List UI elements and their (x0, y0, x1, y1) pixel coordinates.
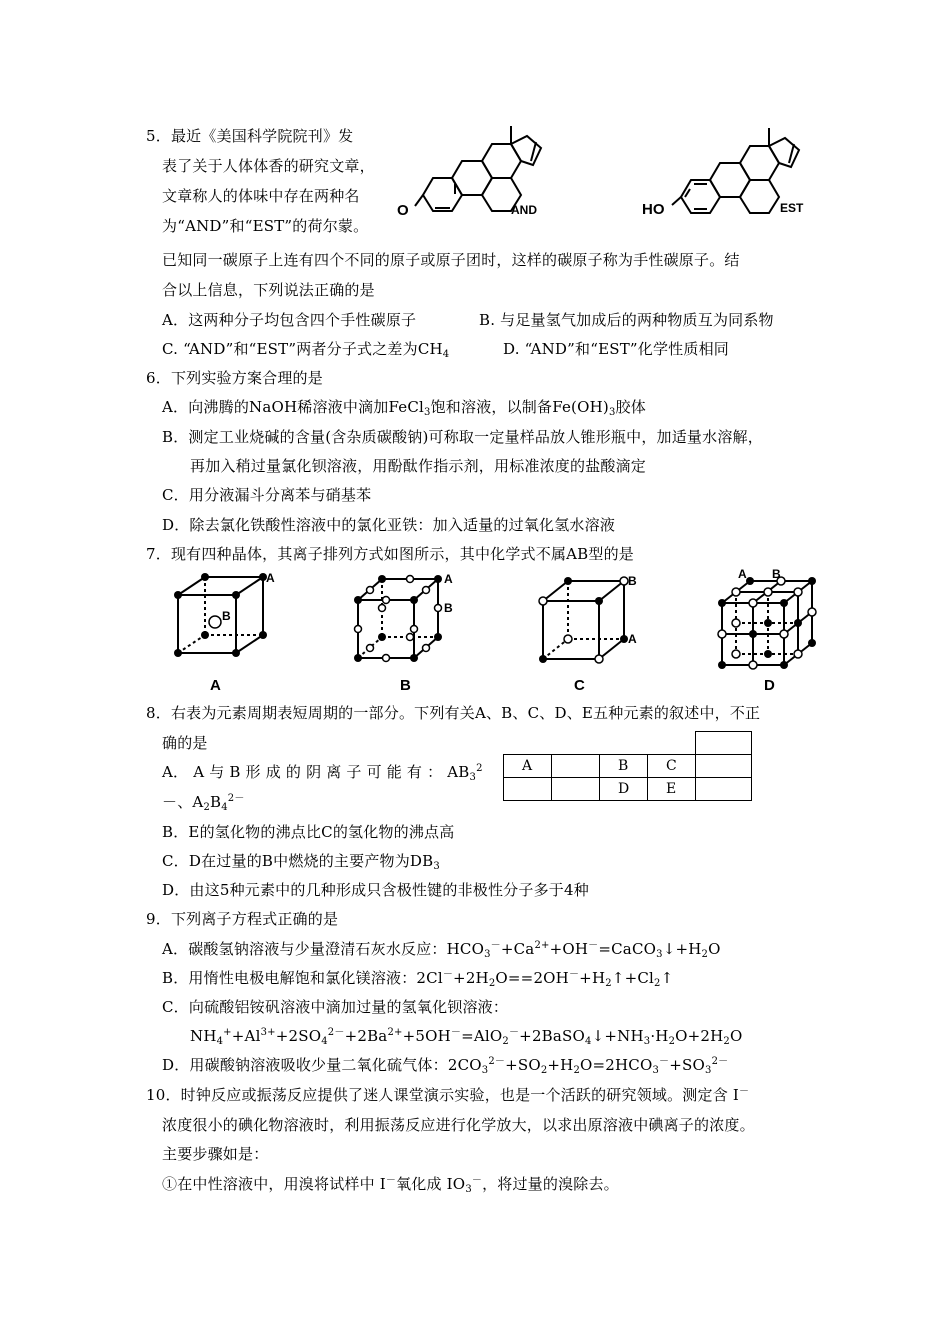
molecule-est-hydroxyl: HO (642, 201, 665, 218)
q6-option-a: A．向沸腾的NaOH稀溶液中滴加FeCl$_3$饱和溶液，以制备$Fe(OH)_3$胶体 (162, 398, 646, 418)
q5-line-5: 已知同一碳原子上连有四个不同的原子或原子团时，这样的碳原子称为手性碳原子。结 (162, 251, 740, 269)
q8-option-a-line-1: A． A 与 B 形 成 的 阴 离 子 可 能 有 ： $AB_3^2$ (162, 763, 483, 783)
molecule-and-structure (395, 118, 555, 226)
q5-line-6: 合以上信息，下列说法正确的是 (162, 281, 375, 299)
q7-stem: 7．现有四种晶体，其离子排列方式如图所示，其中化学式不属AB型的是 (146, 545, 635, 563)
pt-cell-d: D (600, 778, 648, 801)
q9-option-b: B．用惰性电极电解饱和氯化镁溶液：$2Cl^-+2H_2O==2OH^-+H_2↑+Cl_2↑$ (162, 969, 674, 989)
q6-option-b-line-2: 再加入稍过量氯化钡溶液，用酚酞作指示剂，用标准浓度的盐酸滴定 (190, 457, 647, 475)
pt-cell-c: C (648, 755, 696, 778)
cube-d-label-a: A (738, 567, 747, 581)
pt-cell-b: B (600, 755, 648, 778)
cube-b-label-a: A (444, 572, 453, 586)
cube-d-label-b: B (772, 567, 781, 581)
pt-cell-e: E (648, 778, 696, 801)
q10-line-1: 10．时钟反应或振荡反应提供了迷人课堂演示实验，也是一个活跃的研究领域。测定含 I－ (146, 1086, 750, 1104)
q10-line-3: 主要步骤如是： (162, 1145, 269, 1163)
q10-step-1: ①在中性溶液中，用溴将试样中 I－氧化成 $IO_3^-$，将过量的溴除去。 (162, 1175, 619, 1195)
q9-option-d: D．用碳酸钠溶液吸收少量二氧化硫气体：$2CO_3^{2-}+SO_2+H_2O=2HCO_3^-+SO_3^{2-}$ (162, 1056, 729, 1076)
q9-option-c-equation: $NH_4^++Al^{3+}+2SO_4^{2-}+2Ba^{2+}+5OH^-=AlO_2^-+2BaSO_4↓+NH_3\cdot H_2O+2H_2O$ (190, 1027, 743, 1047)
pt-cell-empty (696, 755, 752, 778)
pt-top-right-cell (696, 732, 752, 755)
q6-stem: 6．下列实验方案合理的是 (146, 369, 323, 387)
q9-option-c: C．向硫酸铝铵矾溶液中滴加过量的氢氧化钡溶液： (162, 998, 509, 1016)
q5-option-c: C. “AND”和“EST”两者分子式之差为$CH_4$ (162, 340, 450, 360)
q10-line-2: 浓度很小的碘化物溶液时，利用振荡反应进行化学放大，以求出原溶液中碘离子的浓度。 (162, 1116, 755, 1134)
pt-cell-empty (552, 755, 600, 778)
q9-stem: 9．下列离子方程式正确的是 (146, 910, 339, 928)
q9-option-a: A．碳酸氢钠溶液与少量澄清石灰水反应：$HCO_3^-+Ca^{2+}+OH^-=CaCO_3↓+H_2O$ (162, 940, 721, 960)
molecule-est-structure (640, 120, 815, 226)
cube-c-label-b: A (628, 632, 637, 646)
cube-a-label-a: A (266, 571, 275, 585)
pt-cell-empty (696, 778, 752, 801)
cube-b-label-b: B (444, 601, 453, 615)
q5-line-2: 表了关于人体体香的研究文章， (162, 157, 375, 175)
molecule-est-label: EST (780, 201, 804, 215)
crystal-structures-figure (160, 565, 820, 695)
q8-stem-line-2: 确的是 (162, 734, 208, 752)
q8-option-c: C．D在过量的B中燃烧的主要产物为$DB_3$ (162, 852, 440, 872)
q8-stem-line-1: 8．右表为元素周期表短周期的一部分。下列有关A、B、C、D、E五种元素的叙述中，不正 (146, 704, 761, 722)
cube-a-caption: A (210, 677, 221, 694)
cube-c-caption: C (574, 677, 585, 694)
q8-option-a-line-2: －、$A_2B_4^{2-}$ (162, 793, 245, 813)
pt-cell-a: A (504, 755, 552, 778)
q5-option-d: D. “AND”和“EST”化学性质相同 (503, 340, 729, 358)
q5-line-4: 为“AND”和“EST”的荷尔蒙。 (162, 217, 369, 235)
cube-d-caption: D (764, 677, 775, 694)
cube-b-caption: B (400, 677, 411, 694)
q6-option-b-line-1: B．测定工业烧碱的含量(含杂质碳酸钠)可称取一定量样品放人锥形瓶中，加适量水溶解， (162, 428, 763, 446)
pt-cell-empty (552, 778, 600, 801)
q6-option-c: C．用分液漏斗分离苯与硝基苯 (162, 486, 372, 504)
q8-option-b: B．E的氢化物的沸点比C的氢化物的沸点高 (162, 823, 455, 841)
q8-option-d: D．由这5种元素中的几种形成只含极性键的非极性分子多于4种 (162, 881, 589, 899)
q5-line-1: 5．最近《美国科学院院刊》发 (146, 127, 354, 145)
q6-option-d: D．除去氯化铁酸性溶液中的氯化亚铁：加入适量的过氧化氢水溶液 (162, 516, 616, 534)
q5-option-b: B. 与足量氢气加成后的两种物质互为同系物 (479, 311, 774, 329)
cube-c-label-a: B (628, 574, 637, 588)
q5-option-a: A．这两种分子均包含四个手性碳原子 (162, 311, 417, 329)
pt-cell-empty (504, 778, 552, 801)
cube-a-label-b: B (222, 609, 231, 623)
molecule-and-oxygen: O (397, 202, 409, 219)
q5-line-3: 文章称人的体味中存在两种名 (162, 187, 360, 205)
molecule-and-label: AND (511, 203, 537, 217)
periodic-table-fragment (503, 731, 752, 801)
